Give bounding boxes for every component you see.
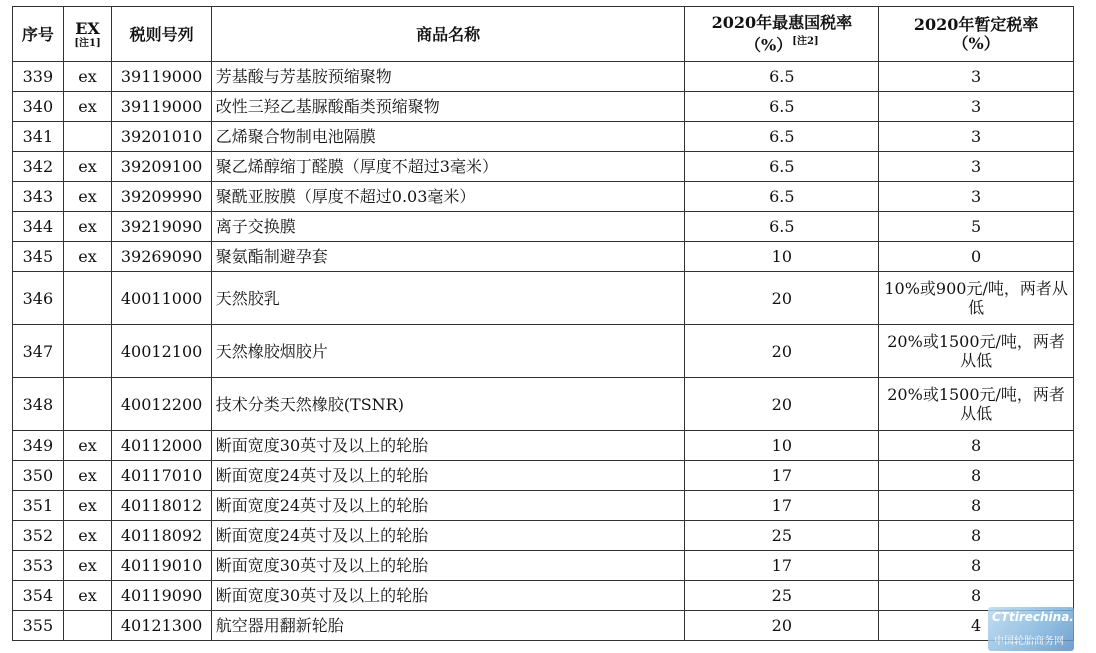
table-row [13, 272, 1074, 325]
cell-ex [63, 378, 112, 431]
cell-ex [63, 325, 112, 378]
cell-seq: 344 [13, 212, 64, 242]
cell-code: 40117010 [112, 461, 211, 491]
header-mfn-label: 2020年最惠国税率 [711, 13, 853, 33]
cell-name: 乙烯聚合物制电池隔膜 [211, 122, 685, 152]
table-row [13, 491, 1074, 521]
table-row [13, 521, 1074, 551]
table-row [13, 62, 1074, 92]
cell-mfn: 20 [685, 272, 879, 325]
table-row [13, 182, 1074, 212]
cell-seq: 354 [13, 581, 64, 611]
cell-name: 聚酰亚胺膜（厚度不超过0.03毫米） [211, 182, 685, 212]
table-row [13, 581, 1074, 611]
cell-ex: ex [63, 242, 112, 272]
cell-name: 天然橡胶烟胶片 [211, 325, 685, 378]
table-row [13, 611, 1074, 641]
cell-mfn: 20 [685, 325, 879, 378]
cell-code: 40012200 [112, 378, 211, 431]
cell-ex: ex [63, 212, 112, 242]
cell-mfn: 20 [685, 611, 879, 641]
cell-mfn: 25 [685, 581, 879, 611]
cell-mfn: 6.5 [685, 122, 879, 152]
cell-temp: 20%或1500元/吨，两者从低 [879, 378, 1074, 431]
cell-code: 39209990 [112, 182, 211, 212]
cell-mfn: 17 [685, 461, 879, 491]
cell-temp: 8 [879, 521, 1074, 551]
cell-ex: ex [63, 461, 112, 491]
header-ex [63, 7, 112, 62]
cell-temp: 8 [879, 431, 1074, 461]
table-row [13, 461, 1074, 491]
table-row [13, 92, 1074, 122]
cell-seq: 347 [13, 325, 64, 378]
cell-code: 40118012 [112, 491, 211, 521]
cell-name: 技术分类天然橡胶(TSNR) [211, 378, 685, 431]
cell-mfn: 25 [685, 521, 879, 551]
cell-seq: 353 [13, 551, 64, 581]
cell-seq: 350 [13, 461, 64, 491]
cell-mfn: 10 [685, 431, 879, 461]
cell-mfn: 6.5 [685, 212, 879, 242]
cell-ex: ex [63, 491, 112, 521]
cell-temp: 3 [879, 62, 1074, 92]
cell-name: 天然胶乳 [211, 272, 685, 325]
cell-seq: 349 [13, 431, 64, 461]
cell-ex [63, 122, 112, 152]
cell-ex: ex [63, 92, 112, 122]
cell-ex: ex [63, 152, 112, 182]
cell-mfn: 17 [685, 551, 879, 581]
cell-temp: 8 [879, 581, 1074, 611]
cell-mfn: 6.5 [685, 62, 879, 92]
cell-mfn: 10 [685, 242, 879, 272]
cell-temp: 3 [879, 182, 1074, 212]
cell-mfn: 6.5 [685, 92, 879, 122]
cell-temp: 10%或900元/吨，两者从低 [879, 272, 1074, 325]
cell-ex [63, 272, 112, 325]
cell-ex: ex [63, 521, 112, 551]
header-temp [879, 7, 1074, 62]
cell-temp: 3 [879, 152, 1074, 182]
cell-seq: 340 [13, 92, 64, 122]
table-header-row [13, 7, 1074, 62]
cell-temp: 8 [879, 461, 1074, 491]
cell-seq: 352 [13, 521, 64, 551]
ctt-logo-icon: CTtirechina.net [992, 610, 1096, 624]
cell-name: 断面宽度24英寸及以上的轮胎 [211, 521, 685, 551]
cell-temp: 3 [879, 92, 1074, 122]
cell-code: 39209100 [112, 152, 211, 182]
cell-name: 断面宽度30英寸及以上的轮胎 [211, 581, 685, 611]
cell-mfn: 6.5 [685, 182, 879, 212]
cell-code: 40112000 [112, 431, 211, 461]
table-row [13, 122, 1074, 152]
watermark [988, 607, 1096, 651]
cell-ex: ex [63, 62, 112, 92]
header-temp-label: 2020年暂定税率 [913, 15, 1039, 34]
cell-name: 断面宽度30英寸及以上的轮胎 [211, 431, 685, 461]
cell-name: 断面宽度30英寸及以上的轮胎 [211, 551, 685, 581]
cell-code: 39201010 [112, 122, 211, 152]
cell-seq: 341 [13, 122, 64, 152]
header-name: 商品名称 [211, 7, 685, 62]
table-row [13, 152, 1074, 182]
cell-name: 航空器用翻新轮胎 [211, 611, 685, 641]
cell-temp: 0 [879, 242, 1074, 272]
cell-seq: 351 [13, 491, 64, 521]
cell-name: 断面宽度24英寸及以上的轮胎 [211, 461, 685, 491]
cell-code: 39219090 [112, 212, 211, 242]
cell-ex: ex [63, 581, 112, 611]
cell-temp: 4 [879, 611, 1074, 641]
header-code: 税则号列 [112, 7, 211, 62]
cell-code: 40012100 [112, 325, 211, 378]
cell-name: 聚氨酯制避孕套 [211, 242, 685, 272]
cell-ex [63, 611, 112, 641]
header-temp-unit: （%） [952, 34, 1000, 53]
cell-ex: ex [63, 182, 112, 212]
cell-name: 断面宽度24英寸及以上的轮胎 [211, 491, 685, 521]
table-row [13, 431, 1074, 461]
cell-seq: 345 [13, 242, 64, 272]
cell-temp: 8 [879, 491, 1074, 521]
cell-mfn: 6.5 [685, 152, 879, 182]
header-ex-label: EX [75, 18, 100, 38]
table-row [13, 325, 1074, 378]
header-ex-note: [注1] [74, 37, 101, 49]
cell-seq: 343 [13, 182, 64, 212]
cell-seq: 348 [13, 378, 64, 431]
table-row [13, 212, 1074, 242]
header-seq: 序号 [13, 7, 64, 62]
cell-temp: 8 [879, 551, 1074, 581]
watermark-text: 中国轮胎商务网 [994, 636, 1064, 647]
cell-name: 聚乙烯醇缩丁醛膜（厚度不超过3毫米） [211, 152, 685, 182]
cell-seq: 355 [13, 611, 64, 641]
table-body [13, 62, 1074, 641]
cell-code: 40121300 [112, 611, 211, 641]
cell-seq: 342 [13, 152, 64, 182]
cell-code: 40119010 [112, 551, 211, 581]
cell-temp: 3 [879, 122, 1074, 152]
cell-code: 39269090 [112, 242, 211, 272]
cell-name: 离子交换膜 [211, 212, 685, 242]
cell-ex: ex [63, 431, 112, 461]
header-mfn [685, 7, 879, 62]
cell-ex: ex [63, 551, 112, 581]
cell-code: 40119090 [112, 581, 211, 611]
cell-name: 改性三羟乙基脲酸酯类预缩聚物 [211, 92, 685, 122]
cell-code: 39119000 [112, 92, 211, 122]
cell-mfn: 20 [685, 378, 879, 431]
cell-temp: 5 [879, 212, 1074, 242]
table-row [13, 551, 1074, 581]
header-mfn-unit: （%） [745, 35, 793, 55]
table-row [13, 242, 1074, 272]
header-mfn-note: [注2] [792, 36, 819, 48]
cell-seq: 346 [13, 272, 64, 325]
cell-temp: 20%或1500元/吨，两者从低 [879, 325, 1074, 378]
cell-code: 40011000 [112, 272, 211, 325]
cell-code: 40118092 [112, 521, 211, 551]
tariff-table [12, 6, 1074, 641]
cell-name: 芳基酸与芳基胺预缩聚物 [211, 62, 685, 92]
cell-code: 39119000 [112, 62, 211, 92]
cell-mfn: 17 [685, 491, 879, 521]
table-row [13, 378, 1074, 431]
cell-seq: 339 [13, 62, 64, 92]
